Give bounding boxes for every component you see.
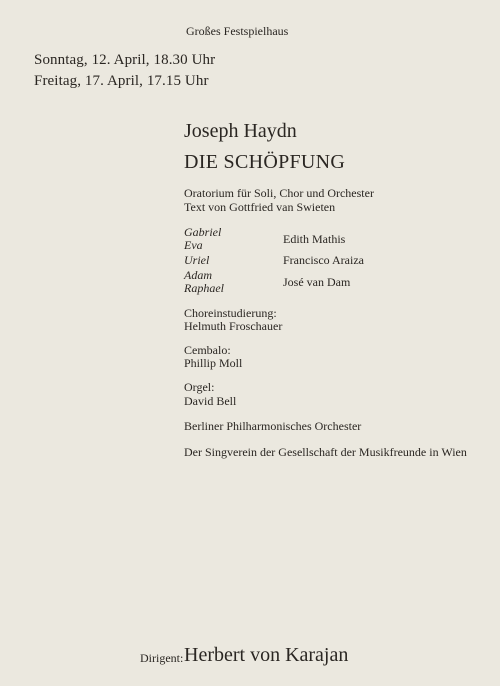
- performance-date-1: Sonntag, 12. April, 18.30 Uhr: [34, 52, 216, 68]
- orchestra: Berliner Philharmonisches Orchester: [184, 419, 362, 433]
- performance-date-2: Freitag, 17. April, 17.15 Uhr: [34, 73, 209, 89]
- organ-label: Orgel:: [184, 380, 215, 394]
- chorus-master-label: Choreinstudierung:: [184, 306, 277, 320]
- singer-jose-van-dam: José van Dam: [283, 275, 351, 289]
- role-gabriel: Gabriel: [184, 225, 222, 239]
- singer-francisco-araiza: Francisco Araiza: [283, 253, 364, 267]
- chorus-master-name: Helmuth Froschauer: [184, 319, 283, 333]
- librettist: Text von Gottfried van Swieten: [184, 200, 336, 214]
- role-adam: Adam: [184, 268, 212, 282]
- work-title: DIE SCHÖPFUNG: [184, 151, 346, 173]
- cembalo-name: Phillip Moll: [184, 356, 243, 370]
- role-uriel: Uriel: [184, 253, 210, 267]
- work-description: Oratorium für Soli, Chor und Orchester: [184, 186, 374, 200]
- role-eva: Eva: [184, 238, 203, 252]
- role-raphael: Raphael: [184, 281, 224, 295]
- conductor-name: Herbert von Karajan: [184, 644, 349, 666]
- choir: Der Singverein der Gesellschaft der Musikfreunde in Wien: [184, 445, 467, 459]
- venue: Großes Festspielhaus: [186, 24, 289, 38]
- cembalo-label: Cembalo:: [184, 343, 231, 357]
- conductor-label: Dirigent:: [140, 651, 184, 665]
- singer-edith-mathis: Edith Mathis: [283, 232, 346, 246]
- organ-name: David Bell: [184, 394, 237, 408]
- composer: Joseph Haydn: [184, 120, 297, 142]
